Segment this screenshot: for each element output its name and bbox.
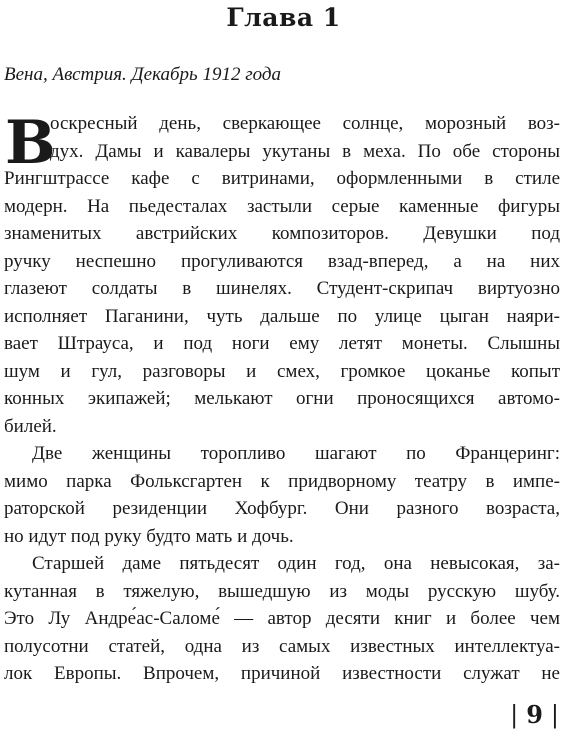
text-line: кутанная в тяжелую, вышедшую из моды русскую шубу. (4, 580, 560, 602)
drop-cap: В (5, 108, 56, 178)
text-line: оскресный день, сверкающее солнце, морозный воз- (50, 113, 560, 134)
text-line: шум и гул, разговоры и смех, громкое цоканье копыт (4, 360, 560, 382)
text-line: модерн. На пьедесталах застыли серые каменные фигуры (4, 195, 560, 217)
text-line: конных экипажей; мелькают огни проносящихся автомо- (4, 388, 560, 409)
chapter-subtitle: Вена, Австрия. Декабрь 1912 года (4, 64, 281, 85)
text-line: знаменитых австрийских композиторов. Девушки под (4, 223, 560, 244)
text-line: Это Лу Андре́ас-Саломе́ — автор десяти книг и более чем (4, 608, 560, 629)
page-number (510, 700, 559, 730)
page-number-value: 9 (526, 700, 543, 729)
text-line: билей. (4, 415, 57, 437)
body-text (4, 110, 560, 688)
paragraph-1 (4, 110, 560, 440)
text-line: вает Штрауса, и под ноги ему летят монеты. Слышны (4, 333, 560, 354)
text-line: Рингштрассе кафе с витринами, оформленными в стиле (4, 168, 560, 189)
text-line: Две женщины торопливо шагают по Францеринг: (32, 443, 560, 464)
folio-bar-right: | (550, 701, 559, 729)
chapter-title: Глава 1 (226, 3, 341, 32)
text-line: мимо парка Фольксгартен к придворному театру в импе- (4, 470, 560, 492)
paragraph-3 (4, 550, 560, 688)
text-line: раторской резиденции Хофбург. Они разного возраста, (4, 498, 560, 519)
text-line: дух. Дамы и кавалеры укутаны в меха. По обе стороны (50, 140, 560, 162)
folio-bar-left: | (510, 701, 519, 729)
paragraph-2 (4, 440, 560, 550)
text-line: лок Европы. Впрочем, причиной известности служат не (4, 663, 560, 684)
text-line: но идут под руку будто мать и дочь. (4, 525, 294, 547)
text-line: ручку неспешно прогуливаются взад-вперед, а на них (4, 250, 560, 272)
text-line: глазеют солдаты в шинелях. Студент-скрипач виртуозно (4, 278, 560, 299)
text-line: полусотни статей, одна из самых известных интеллектуа- (4, 635, 560, 657)
text-line: исполняет Паганини, чуть дальше по улице цыган наяри- (4, 305, 560, 327)
text-line: Старшей даме пятьдесят один год, она невысокая, за- (32, 553, 560, 574)
